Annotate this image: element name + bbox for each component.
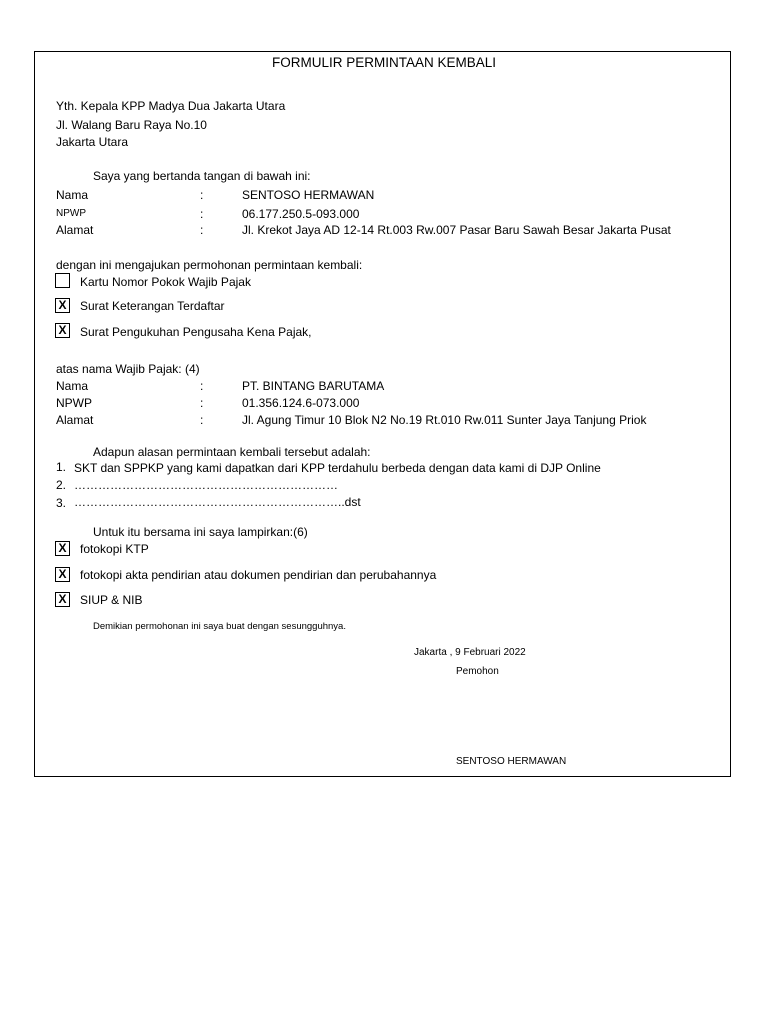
- taxpayer-npwp-value: 01.356.124.6-073.000: [242, 396, 360, 410]
- reason-number: 2.: [56, 478, 67, 492]
- checkbox-skt[interactable]: X: [55, 298, 70, 313]
- signer-name: SENTOSO HERMAWAN: [456, 756, 567, 767]
- taxpayer-name-label: Nama: [56, 379, 89, 393]
- applicant-address-colon: :: [200, 223, 204, 237]
- reason-number: 3.: [56, 496, 67, 510]
- reasons-intro: Adapun alasan permintaan kembali tersebut adalah:: [93, 445, 371, 459]
- reason-number: 1.: [56, 460, 67, 474]
- taxpayer-npwp-label: NPWP: [56, 396, 92, 410]
- taxpayer-address-colon: :: [200, 413, 204, 427]
- request-intro: dengan ini mengajukan permohonan permintaan kembali:: [56, 258, 363, 272]
- taxpayer-address-label: Alamat: [56, 413, 94, 427]
- attachments-intro: Untuk itu bersama ini saya lampirkan:(6): [93, 525, 308, 539]
- attachment-label: SIUP & NIB: [80, 593, 143, 607]
- reason-text: SKT dan SPPKP yang kami dapatkan dari KPP terdahulu berbeda dengan data kami di DJP Online: [74, 461, 601, 475]
- closing-statement: Demikian permohonan ini saya buat dengan sesungguhnya.: [93, 621, 346, 632]
- taxpayer-npwp-colon: :: [200, 396, 204, 410]
- taxpayer-name-value: PT. BINTANG BARUTAMA: [242, 379, 385, 393]
- taxpayer-address-value: Jl. Agung Timur 10 Blok N2 No.19 Rt.010 Rw.011 Sunter Jaya Tanjung Priok: [242, 413, 647, 427]
- attachment-label: fotokopi KTP: [80, 542, 149, 556]
- page-title: FORMULIR PERMINTAAN KEMBALI: [271, 55, 497, 70]
- checkbox-siup-nib[interactable]: X: [55, 592, 70, 607]
- reason-text: …………………………………………………………: [74, 478, 338, 492]
- taxpayer-intro: atas nama Wajib Pajak: (4): [56, 362, 200, 376]
- checkbox-akta-pendirian[interactable]: X: [55, 567, 70, 582]
- request-item-label: Surat Keterangan Terdaftar: [80, 299, 225, 313]
- applicant-npwp-label: NPWP: [56, 208, 86, 219]
- checkbox-sppkp[interactable]: X: [55, 323, 70, 338]
- request-item-label: Surat Pengukuhan Pengusaha Kena Pajak,: [80, 325, 312, 339]
- applicant-address-value: Jl. Krekot Jaya AD 12-14 Rt.003 Rw.007 Pasar Baru Sawah Besar Jakarta Pusat: [242, 223, 671, 237]
- place-date: Jakarta , 9 Februari 2022: [414, 647, 526, 658]
- intro-text: Saya yang bertanda tangan di bawah ini:: [93, 169, 311, 183]
- applicant-address-label: Alamat: [56, 223, 94, 237]
- applicant-name-value: SENTOSO HERMAWAN: [242, 188, 375, 202]
- checkbox-fotokopi-ktp[interactable]: X: [55, 541, 70, 556]
- applicant-npwp-value: 06.177.250.5-093.000: [242, 207, 360, 221]
- request-item-label: Kartu Nomor Pokok Wajib Pajak: [80, 275, 251, 289]
- signer-role: Pemohon: [456, 666, 499, 677]
- recipient-line-2: Jl. Walang Baru Raya No.10: [56, 118, 207, 132]
- attachment-label: fotokopi akta pendirian atau dokumen pendirian dan perubahannya: [80, 568, 437, 582]
- taxpayer-name-colon: :: [200, 379, 204, 393]
- applicant-name-label: Nama: [56, 188, 89, 202]
- applicant-npwp-colon: :: [200, 207, 204, 221]
- recipient-line-1: Yth. Kepala KPP Madya Dua Jakarta Utara: [56, 99, 286, 113]
- applicant-name-colon: :: [200, 188, 204, 202]
- checkbox-ktp-npwp[interactable]: [55, 273, 70, 288]
- reason-text: …………………………………………………………..dst: [74, 495, 361, 509]
- recipient-line-3: Jakarta Utara: [56, 135, 129, 149]
